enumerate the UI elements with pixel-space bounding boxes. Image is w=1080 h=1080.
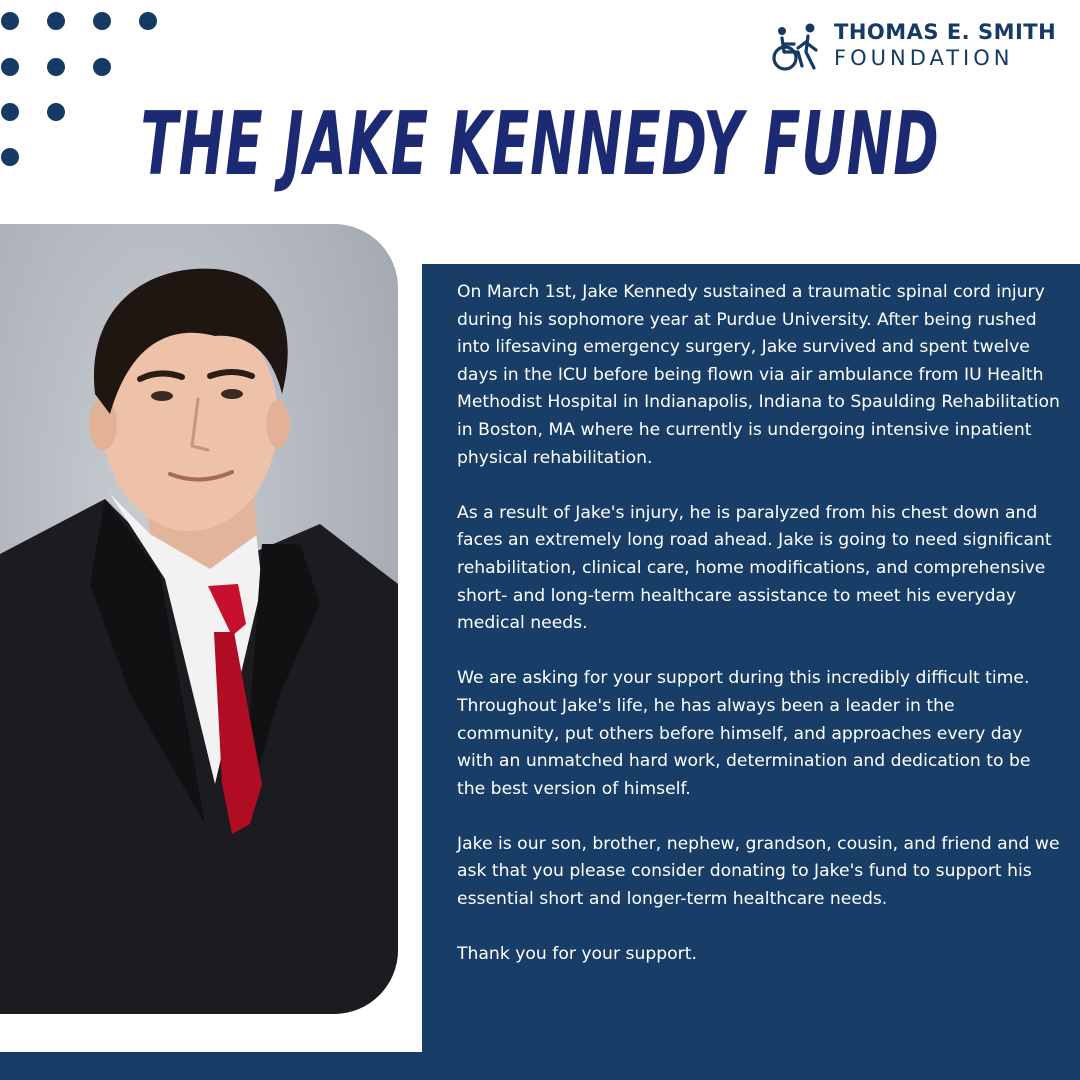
portrait-illustration — [0, 224, 398, 1014]
paragraph-needs: As a result of Jake's injury, he is paralyzed from his chest down and faces an extremely long road ahead. Jake is going to need significant rehabilitation, clinical care, home modifications, and comprehensive short- and long-term healthcare assistance to meet his everyday medical needs. — [457, 502, 1052, 634]
logo-foundation-line: FOUNDATION — [834, 46, 1014, 70]
wheelchair-assist-icon — [770, 22, 826, 72]
portrait-photo — [0, 224, 398, 1014]
foundation-logo — [770, 18, 1060, 74]
paragraph-family: Jake is our son, brother, nephew, grandson, cousin, and friend and we ask that you please consider donating to Jake's fund to support his essential short and longer-term healthcare needs. — [457, 833, 1060, 910]
paragraph-thanks: Thank you for your support. — [457, 944, 697, 965]
logo-name-line: THOMAS E. SMITH — [834, 20, 1057, 44]
paragraph-injury: On March 1st, Jake Kennedy sustained a traumatic spinal cord injury during his sophomore year at Purdue University. After being rushed into lifesaving emergency surgery, Jake survived and spent twelve days in the ICU before being flown via air ambulance from IU Health Methodist Hospital in Indianapolis, Indiana to Spaulding Rehabilitation in Boston, MA where he currently is undergoing intensive inpatient physical rehabilitation. — [457, 282, 1060, 468]
fund-description — [457, 279, 1062, 996]
bottom-navy-strip — [0, 1052, 1080, 1080]
paragraph-support-request: We are asking for your support during this incredibly difficult time. Throughout Jake's life, he has always been a leader in the community, put others before himself, and approaches every day with an unmatched hard work, determination and dedication to be the best version of himself. — [457, 668, 1031, 799]
page-title: THE JAKE KENNEDY FUND — [140, 94, 940, 196]
